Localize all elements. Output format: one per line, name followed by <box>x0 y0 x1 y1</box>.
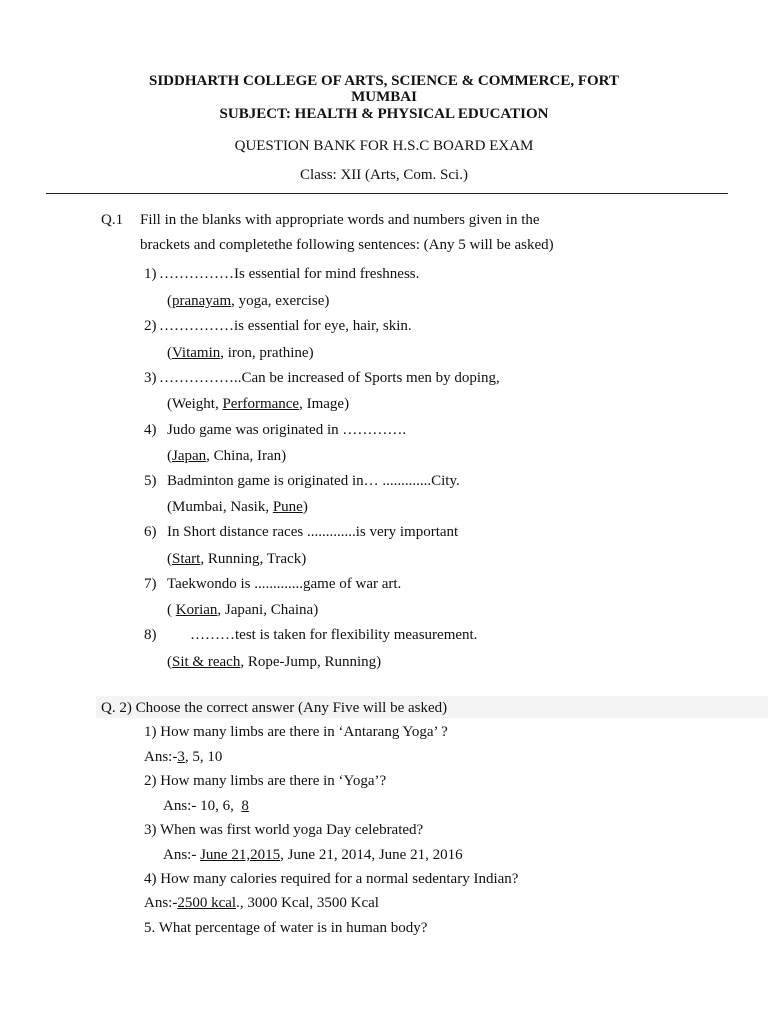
q2-item-4-question: 4) How many calories required for a normal sedentary Indian? <box>144 871 519 887</box>
college-name-line2: MUMBAI <box>351 89 417 105</box>
q1-item-5-text: Badminton game is originated in… .............City. <box>167 473 460 489</box>
q1-item-3-number: 3) <box>144 370 157 386</box>
q2-item-4-answer: Ans:-2500 kcal., 3000 Kcal, 3500 Kcal <box>144 895 379 911</box>
correct-answer: Japan <box>172 448 207 464</box>
q2-item-3-answer: Ans:- June 21,2015, June 21, 2014, June 21, 2016 <box>163 847 463 863</box>
correct-answer: 2500 kcal <box>177 895 237 911</box>
q1-item-4-options: (Japan, China, Iran) <box>167 448 287 464</box>
q1-number: Q.1 <box>101 212 124 228</box>
q2-item-1-answer: Ans:-3, 5, 10 <box>144 749 223 765</box>
q1-item-5-number: 5) <box>144 473 157 489</box>
q1-item-7-number: 7) <box>144 576 157 592</box>
q1-item-8-text: ………test is taken for flexibility measurement. <box>190 627 478 643</box>
q1-item-7-text: Taekwondo is .............game of war art. <box>167 576 402 592</box>
q1-instruction-line1: Fill in the blanks with appropriate words and numbers given in the <box>140 212 540 228</box>
correct-answer: Sit & reach <box>172 654 241 670</box>
header-divider <box>46 193 728 194</box>
q1-item-6-text: In Short distance races .............is very important <box>167 524 459 540</box>
q2-item-3-question: 3) When was first world yoga Day celebrated? <box>144 822 424 838</box>
q2-heading: Q. 2) Choose the correct answer (Any Five will be asked) <box>101 700 448 716</box>
class-line: Class: XII (Arts, Com. Sci.) <box>300 167 468 183</box>
q1-item-1-number: 1) <box>144 266 157 282</box>
correct-answer: Performance <box>222 396 300 412</box>
q1-item-8-number: 8) <box>144 627 157 643</box>
correct-answer: 3 <box>177 749 185 765</box>
correct-answer: pranayam <box>172 293 232 309</box>
correct-answer: June 21,2015 <box>200 847 281 863</box>
q1-item-1-options: (pranayam, yoga, exercise) <box>167 293 330 309</box>
correct-answer: 8 <box>241 798 249 814</box>
correct-answer: Vitamin <box>172 345 221 361</box>
correct-answer: Pune <box>272 499 303 515</box>
q2-item-5-question: 5. What percentage of water is in human body? <box>144 920 428 936</box>
q1-instruction-line2: brackets and completethe following sentences: (Any 5 will be asked) <box>140 237 554 253</box>
college-name-line1: SIDDHARTH COLLEGE OF ARTS, SCIENCE & COMMERCE, FORT <box>148 73 619 89</box>
q2-item-2-question: 2) How many limbs are there in ‘Yoga’? <box>144 773 387 789</box>
q1-item-5-options: (Mumbai, Nasik, Pune) <box>167 499 308 515</box>
q1-item-4-number: 4) <box>144 422 157 438</box>
q1-item-3-options: (Weight, Performance, Image) <box>167 396 350 412</box>
q1-item-4-text: Judo game was originated in …………. <box>167 422 407 438</box>
q1-item-2-number: 2) <box>144 318 157 334</box>
q2-item-1-question: 1) How many limbs are there in ‘Antarang Yoga’ ? <box>144 724 448 740</box>
q1-item-1-text: ……………Is essential for mind freshness. <box>159 266 420 282</box>
correct-answer: Korian <box>175 602 218 618</box>
q1-item-6-options: (Start, Running, Track) <box>167 551 307 567</box>
correct-answer: Start <box>172 551 201 567</box>
q1-item-2-options: (Vitamin, iron, prathine) <box>167 345 314 361</box>
q2-item-2-answer: Ans:- 10, 6, 8 <box>163 798 249 814</box>
subject-title: SUBJECT: HEALTH & PHYSICAL EDUCATION <box>219 106 549 122</box>
q1-item-8-options: (Sit & reach, Rope-Jump, Running) <box>167 654 382 670</box>
q1-item-6-number: 6) <box>144 524 157 540</box>
q1-item-2-text: ……………is essential for eye, hair, skin. <box>159 318 412 334</box>
question-bank-title: QUESTION BANK FOR H.S.C BOARD EXAM <box>234 138 534 154</box>
q1-item-7-options: ( Korian, Japani, Chaina) <box>167 602 319 618</box>
q1-item-3-text: ……………..Can be increased of Sports men by doping, <box>159 370 500 386</box>
